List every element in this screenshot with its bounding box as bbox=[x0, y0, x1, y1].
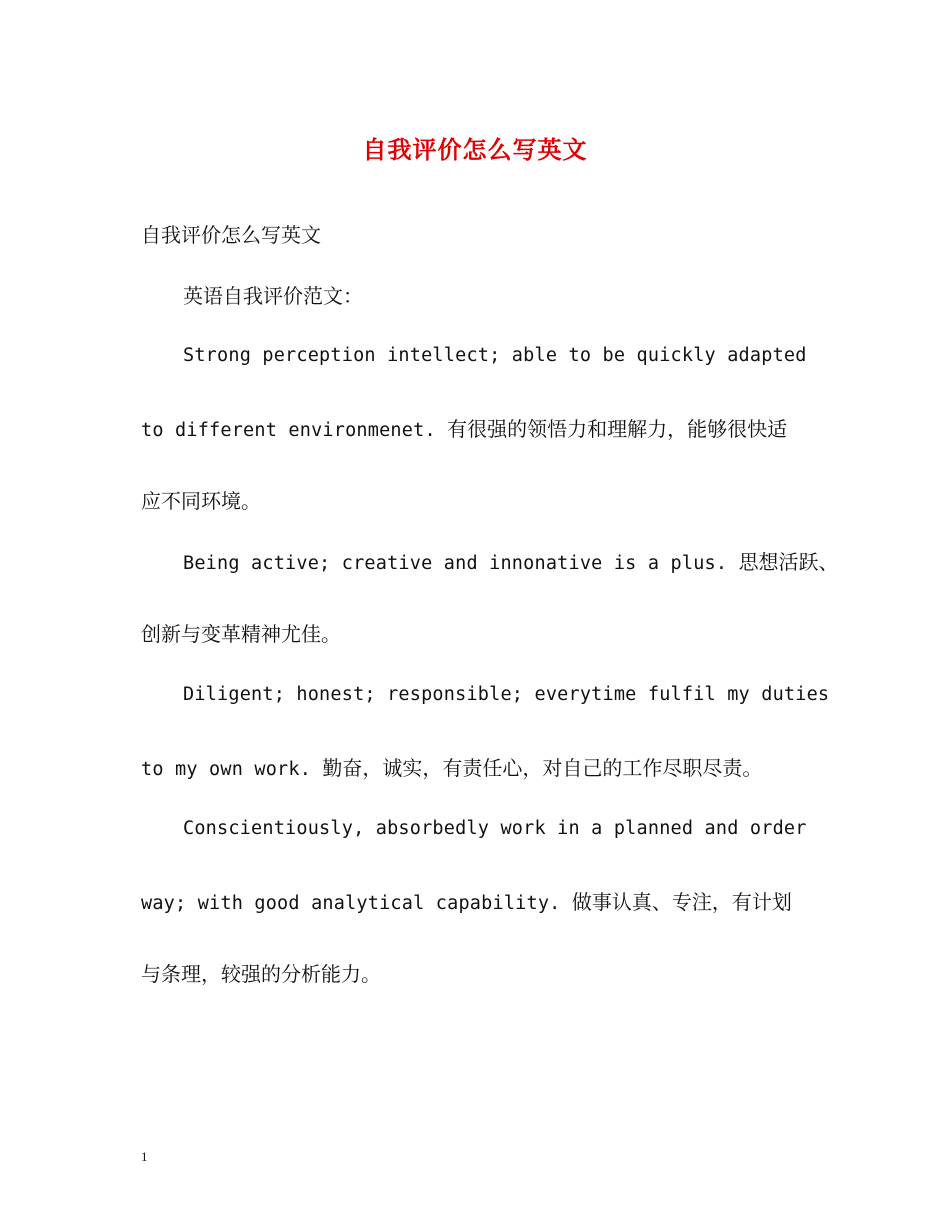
document-subheading: 英语自我评价范文： bbox=[183, 284, 363, 308]
document-title: 自我评价怎么写英文 bbox=[362, 135, 588, 164]
paragraph-1-line-2-en: to different environmenet. bbox=[141, 420, 448, 441]
paragraph-4-line-2-zh: 做事认真、专注，有计划 bbox=[571, 890, 792, 914]
document-heading: 自我评价怎么写英文 bbox=[141, 223, 321, 247]
paragraph-1-line-2 bbox=[141, 415, 787, 445]
paragraph-1-line-1: Strong perception intellect; able to be quickly adapted bbox=[183, 345, 807, 366]
paragraph-4-line-1: Conscientiously, absorbedly work in a planned and order bbox=[183, 818, 807, 839]
paragraph-1-line-2-zh: 有很强的领悟力和理解力，能够很快适 bbox=[447, 417, 788, 441]
paragraph-3-line-2-en: to my own work. bbox=[141, 759, 323, 780]
paragraph-4-line-2-en: way; with good analytical capability. bbox=[141, 893, 572, 914]
paragraph-3-line-2-zh: 勤奋，诚实，有责任心，对自己的工作尽职尽责。 bbox=[322, 756, 763, 780]
paragraph-2-line-1-zh: 思想活跃、 bbox=[738, 550, 839, 574]
paragraph-2-line-2: 创新与变革精神尤佳。 bbox=[141, 622, 341, 646]
paragraph-2-line-1-en: Being active; creative and innonative is a plus. bbox=[183, 553, 739, 574]
page-number: 1 bbox=[141, 1149, 148, 1164]
paragraph-4-line-3: 与条理，较强的分析能力。 bbox=[141, 962, 381, 986]
paragraph-1-line-3: 应不同环境。 bbox=[141, 489, 261, 513]
paragraph-4-line-2 bbox=[141, 888, 792, 918]
paragraph-3-line-2 bbox=[141, 754, 762, 784]
paragraph-2-line-1 bbox=[183, 548, 839, 578]
paragraph-3-line-1: Diligent; honest; responsible; everytime fulfil my duties bbox=[183, 684, 830, 705]
